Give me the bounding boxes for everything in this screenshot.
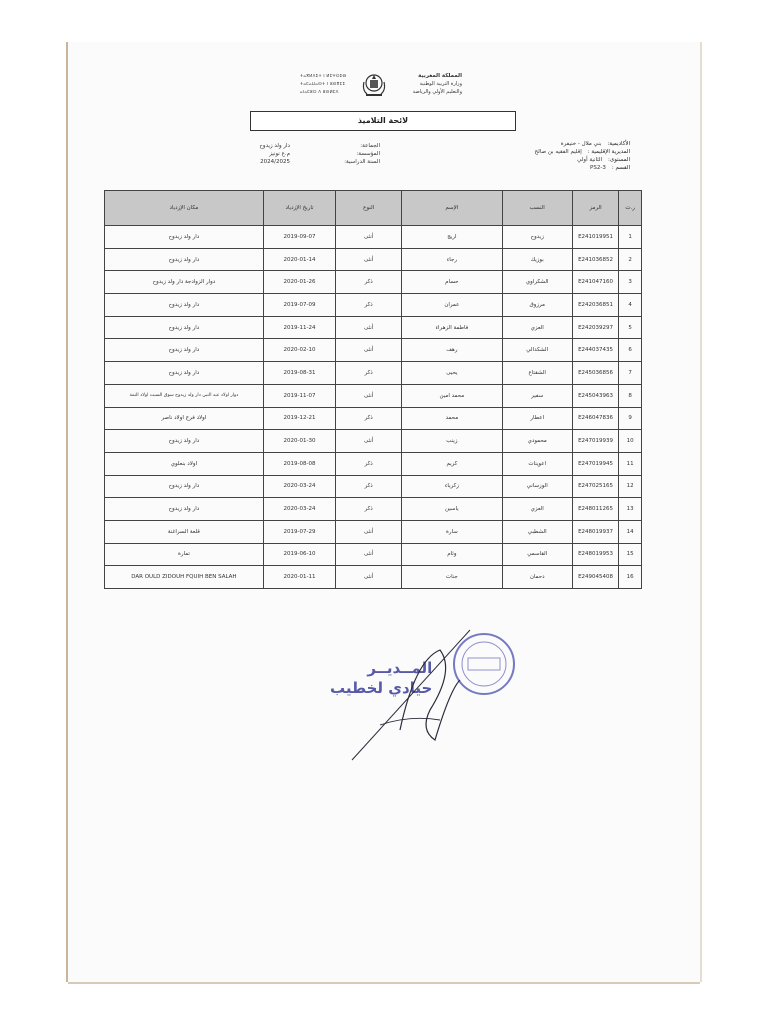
cell-code: E248019953 [572,543,618,566]
students-table [104,190,642,589]
col-birthdate: تاريخ الإزدياد [263,191,335,226]
table-row [105,316,642,339]
cell-family: الشكدالي [502,339,572,362]
cell-code: E249045408 [572,566,618,589]
cell-name: سارة [402,520,502,543]
cell-idx: 15 [619,543,642,566]
cell-family: زيدوح [502,226,572,249]
commune-value: دار ولد زيدوح [259,143,290,149]
table-header-row [105,191,642,226]
cell-gender: أنثى [336,566,402,589]
cell-birthplace: قلعة السراغنة [105,520,264,543]
cell-code: E242039297 [572,316,618,339]
cell-name: رجاء [402,248,502,271]
ministry-header-arabic [384,72,462,96]
cell-idx: 1 [619,226,642,249]
cell-birthdate: 2020-01-26 [263,271,335,294]
cell-name: اريج [402,226,502,249]
cell-birthdate: 2020-01-30 [263,430,335,453]
cell-name: وئام [402,543,502,566]
cell-family: اعطار [502,407,572,430]
cell-gender: ذكر [336,407,402,430]
col-name: الإسم [402,191,502,226]
cell-idx: 14 [619,520,642,543]
cell-name: حسام [402,271,502,294]
cell-birthdate: 2020-01-14 [263,248,335,271]
col-birthplace: مكان الإزدياد [105,191,264,226]
academy-value: بني ملال - خنيفرة [560,141,602,147]
cell-birthplace: اولاد بنعلوي [105,452,264,475]
cell-gender: ذكر [336,475,402,498]
cell-family: محمودي [502,430,572,453]
cell-gender: ذكر [336,498,402,521]
info-block-labels [300,142,380,166]
cell-family: سفير [502,384,572,407]
cell-birthplace: دار ولد زيدوح [105,248,264,271]
cell-birthplace: دار ولد زيدوح [105,475,264,498]
table-row [105,362,642,385]
ministry-line-3: والتعليم الأولي والرياضة [412,89,462,95]
cell-gender: ذكر [336,452,402,475]
cell-birthplace: دار ولد زيدوح [105,339,264,362]
cell-gender: ذكر [336,271,402,294]
cell-idx: 12 [619,475,642,498]
cell-family: الشكراوي [502,271,572,294]
cell-gender: أنثى [336,430,402,453]
class-label: القسم : [611,165,630,171]
cell-birthplace: دار ولد زيدوح [105,226,264,249]
cell-code: E241036852 [572,248,618,271]
cell-birthplace: دوار الزوادجة دار ولد زيدوح [105,271,264,294]
cell-birthdate: 2020-03-24 [263,498,335,521]
cell-idx: 2 [619,248,642,271]
cell-idx: 6 [619,339,642,362]
level-value: الثانية أولي [577,157,603,163]
table-row [105,248,642,271]
cell-code: E242036851 [572,294,618,317]
cell-idx: 8 [619,384,642,407]
table-row [105,543,642,566]
info-block-values [210,142,290,166]
commune-label: الجماعة: [360,143,380,149]
cell-family: العزي [502,498,572,521]
table-row [105,475,642,498]
cell-gender: أنثى [336,520,402,543]
ministry-line-1: المملكة المغربية [418,73,462,79]
table-row [105,520,642,543]
cell-birthplace: دار ولد زيدوح [105,430,264,453]
cell-gender: أنثى [336,248,402,271]
cell-code: E247019945 [572,452,618,475]
cell-code: E245043963 [572,384,618,407]
cell-birthplace: اولاد فرج اولاد ناصر [105,407,264,430]
info-block-right [460,140,630,172]
cell-idx: 5 [619,316,642,339]
cell-name: زكرياء [402,475,502,498]
ministry-line-2: وزارة التربية الوطنية [419,81,462,87]
cell-birthdate: 2020-02-10 [263,339,335,362]
col-idx: ر.ت [619,191,642,226]
handwritten-signature-icon [340,620,500,770]
cell-birthdate: 2020-01-11 [263,566,335,589]
cell-birthdate: 2019-08-31 [263,362,335,385]
table-row [105,294,642,317]
cell-code: E248019937 [572,520,618,543]
tifinagh-line-2: ⵜⴰⵎⴰⵡⴰⵙⵜ ⵏ ⵓⵙⴳⵎⵉ [300,81,346,86]
col-gender: النوع [336,191,402,226]
table-row [105,452,642,475]
cell-birthplace: دار ولد زيدوح [105,362,264,385]
cell-name: محمد [402,407,502,430]
cell-gender: أنثى [336,339,402,362]
cell-name: يحيى [402,362,502,385]
cell-name: كريم [402,452,502,475]
cell-idx: 16 [619,566,642,589]
cell-family: العزي [502,316,572,339]
cell-idx: 3 [619,271,642,294]
table-row [105,384,642,407]
academy-label: الأكاديمية: [607,141,630,147]
cell-birthplace: دار ولد زيدوح [105,294,264,317]
table-row [105,271,642,294]
cell-birthplace: دار ولد زيدوح [105,316,264,339]
cell-birthdate: 2019-07-09 [263,294,335,317]
cell-idx: 9 [619,407,642,430]
year-value: 2024/2025 [260,159,290,165]
institution-label: المؤسسة: [356,151,380,157]
tifinagh-line-1: ⵜⴰⴳⵍⴷⵉⵜ ⵏ ⵍⵎⵖⵔⵉⴱ [300,73,347,78]
cell-idx: 10 [619,430,642,453]
cell-birthplace: تمارة [105,543,264,566]
cell-gender: أنثى [336,384,402,407]
cell-birthdate: 2019-11-07 [263,384,335,407]
cell-birthdate: 2019-06-10 [263,543,335,566]
page-title: لائحة التلاميذ [250,111,516,131]
cell-birthdate: 2019-12-21 [263,407,335,430]
table-row [105,339,642,362]
cell-name: فاطمة الزهراء [402,316,502,339]
cell-code: E247019939 [572,430,618,453]
table-row [105,430,642,453]
cell-code: E241019951 [572,226,618,249]
cell-name: رهف [402,339,502,362]
cell-gender: ذكر [336,294,402,317]
cell-family: الشطبي [502,520,572,543]
cell-family: مرزوق [502,294,572,317]
cell-birthdate: 2019-09-07 [263,226,335,249]
cell-name: عمران [402,294,502,317]
cell-birthplace: DAR OULD ZIDOUH FQUIH BEN SALAH [105,566,264,589]
cell-family: بوزيك [502,248,572,271]
directorate-value: إقليم الفقيه بن صالح [534,149,582,155]
cell-code: E248011265 [572,498,618,521]
cell-code: E246047836 [572,407,618,430]
table-row [105,226,642,249]
cell-birthdate: 2019-07-29 [263,520,335,543]
cell-idx: 13 [619,498,642,521]
cell-idx: 4 [619,294,642,317]
tifinagh-line-3: ⴰⵏⴰⵎⵓⵔ ⴷ ⵓⵙⵍⵎⴷ [300,89,339,94]
table-row [105,407,642,430]
cell-gender: ذكر [336,362,402,385]
cell-gender: أنثى [336,543,402,566]
directorate-label: المديرية الإقليمية : [587,149,630,155]
cell-name: محمد امين [402,384,502,407]
cell-code: E245036856 [572,362,618,385]
cell-gender: أنثى [336,316,402,339]
cell-gender: أنثى [336,226,402,249]
institution-value: م.ع نونيز [269,151,290,157]
cell-family: الوزساني [502,475,572,498]
cell-family: اعوينات [502,452,572,475]
cell-code: E244037435 [572,339,618,362]
cell-birthdate: 2019-08-08 [263,452,335,475]
class-value: PS2-3 [590,165,606,171]
cell-birthdate: 2019-11-24 [263,316,335,339]
level-label: المستوى: [608,157,630,163]
cell-idx: 7 [619,362,642,385]
table-row [105,566,642,589]
cell-idx: 11 [619,452,642,475]
ministry-header-tifinagh [300,72,370,96]
cell-family: الشقتاع [502,362,572,385]
director-title: المــديــر [367,659,433,677]
col-family: النسب [502,191,572,226]
cell-birthplace: دوار اولاد عبد النبي دار ولد زيدوح سوق السبت اولاد النمة [105,384,264,407]
table-row [105,498,642,521]
col-code: الرمز [572,191,618,226]
cell-family: القاسمي [502,543,572,566]
cell-code: E241047160 [572,271,618,294]
cell-birthdate: 2020-03-24 [263,475,335,498]
year-label: السنة الدراسية: [344,159,380,165]
director-name: حيادي لخطيب [330,679,433,697]
cell-name: ياسين [402,498,502,521]
cell-birthplace: دار ولد زيدوح [105,498,264,521]
cell-name: جنات [402,566,502,589]
cell-code: E247025165 [572,475,618,498]
cell-name: زينب [402,430,502,453]
cell-family: دحمان [502,566,572,589]
